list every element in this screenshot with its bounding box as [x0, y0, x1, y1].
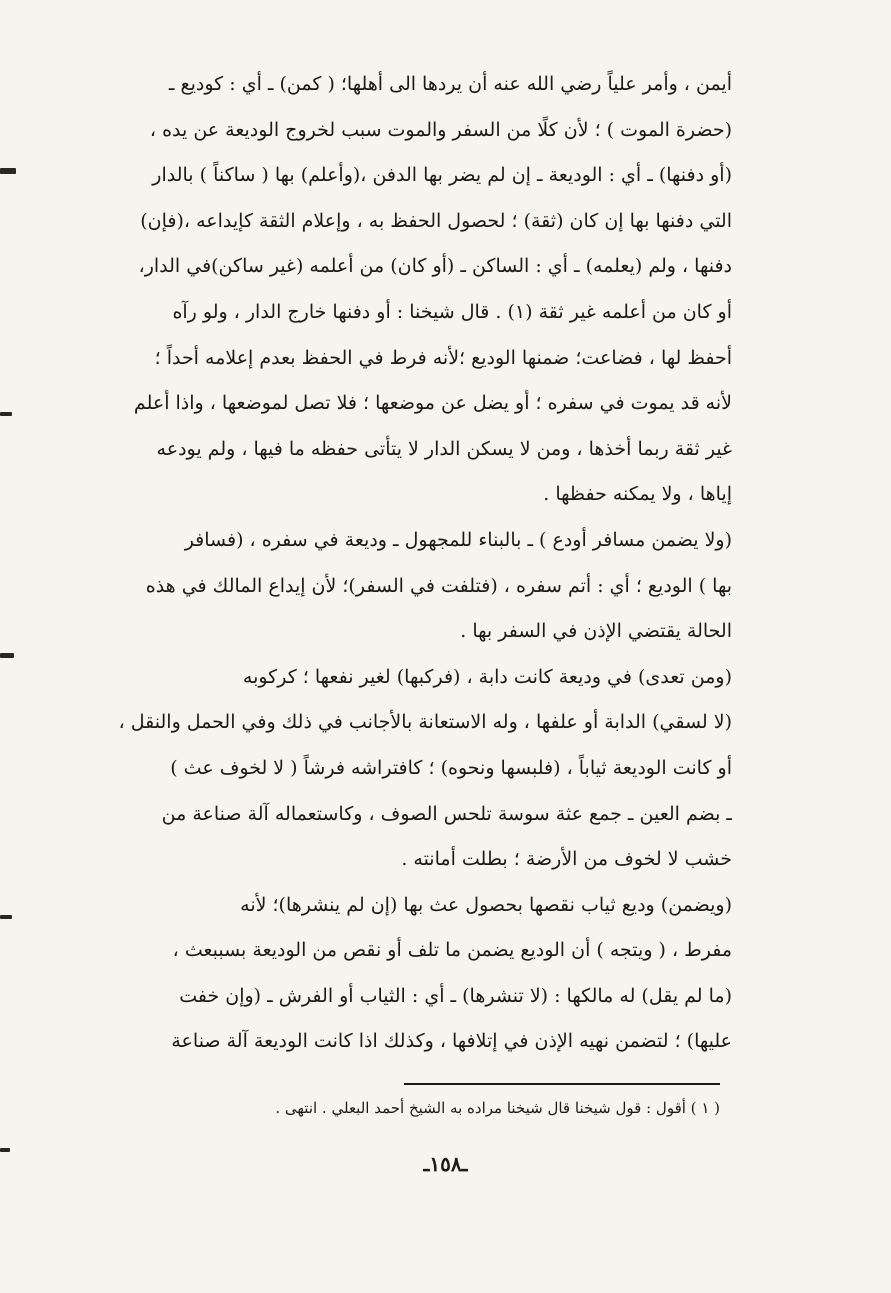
margin-mark: [0, 915, 12, 919]
text-line: إياها ، ولا يمكنه حفظها .: [543, 483, 732, 506]
text-line: (ويضمن) وديع ثياب نقصها بحصول عث بها (إن لم ينشرها)؛ لأنه: [240, 893, 732, 916]
text-line: (حضرة الموت ) ؛ لأن كلًا من السفر والموت سبب لخروج الوديعة عن يده ،: [149, 118, 732, 141]
text-line: (ما لم يقل) له مالكها : (لا تنشرها) ـ أي : الثياب أو الفرش ـ (وإن خفت: [179, 984, 732, 1007]
text-line: (ومن تعدى) في وديعة كانت دابة ، (فركبها) لغير نفعها ؛ كركوبه: [242, 665, 732, 688]
text-line: دفنها ، ولم (يعلمه) ـ أي : الساكن ـ (أو كان) من أعلمه (غير ساكن)في الدار،: [138, 255, 732, 278]
text-line: (ولا يضمن مسافر أودع ) ـ بالبناء للمجهول ـ وديعة في سفره ، (فسافر: [184, 528, 732, 551]
text-line: لأنه قد يموت في سفره ؛ أو يضل عن موضعها ؛ فلا تصل لموضعها ، واذا أعلم: [133, 392, 732, 415]
text-line: ـ بضم العين ـ جمع عثة سوسة تلحس الصوف ، وكاستعماله آلة صناعة من: [161, 802, 732, 825]
footnote-divider: [404, 1083, 720, 1085]
text-line: (لا لسقي) الدابة أو علفها ، وله الاستعانة بالأجانب في ذلك وفي الحمل والنقل ،: [118, 711, 732, 734]
text-line: أو كان من أعلمه غير ثقة (١) . قال شيخنا : أو دفنها خارج الدار ، ولو رآه: [172, 300, 732, 323]
footnote: ( ١ ) أقول : قول شيخنا قال شيخنا مراده به الشيخ أحمد البعلي . انتهى .: [275, 1099, 720, 1117]
text-line: أو كانت الوديعة ثياباً ، (فلبسها ونحوه) ؛ كافتراشه فرشاً ( لا لخوف عث ): [170, 756, 732, 779]
margin-mark: [0, 653, 14, 658]
main-text: [92, 62, 732, 1065]
text-line: مفرط ، ( ويتجه ) أن الوديع يضمن ما تلف أو نقص من الوديعة بسببعث ،: [172, 939, 732, 962]
text-line: التي دفنها بها إن كان (ثقة) ؛ لحصول الحفظ به ، وإعلام الثقة كإيداعه ،(فإن): [140, 209, 732, 232]
text-line: أيمن ، وأمر علياً رضي الله عنه أن يردها الى أهلها؛ ( كمن) ـ أي : كوديع ـ: [168, 73, 732, 95]
text-line: الحالة يقتضي الإذن في السفر بها .: [460, 620, 732, 643]
text-line: خشب لا لخوف من الأرضة ؛ بطلت أمانته .: [401, 848, 732, 871]
text-line: غير ثقة ربما أخذها ، ومن لا يسكن الدار لا يتأتى حفظه ما فيها ، ولم يودعه: [156, 437, 732, 460]
text-line: عليها) ؛ لتضمن نهيه الإذن في إتلافها ، وكذلك اذا كانت الوديعة آلة صناعة: [171, 1030, 732, 1053]
text-line: أحفظ لها ، فضاعت؛ ضمنها الوديع ؛لأنه فرط في الحفظ بعدم إعلامه أحداً ؛: [154, 346, 732, 369]
margin-mark: [0, 168, 16, 174]
page-number: ـ١٥٨ـ: [423, 1152, 468, 1176]
margin-mark: [0, 412, 12, 416]
text-line: (أو دفنها) ـ أي : الوديعة ـ إن لم يضر بها الدفن ،(وأعلم) بها ( ساكناً ) بالدار: [152, 164, 732, 187]
text-line: بها ) الوديع ؛ أي : أتم سفره ، (فتلفت في السفر)؛ لأن إيداع المالك في هذه: [145, 574, 732, 597]
